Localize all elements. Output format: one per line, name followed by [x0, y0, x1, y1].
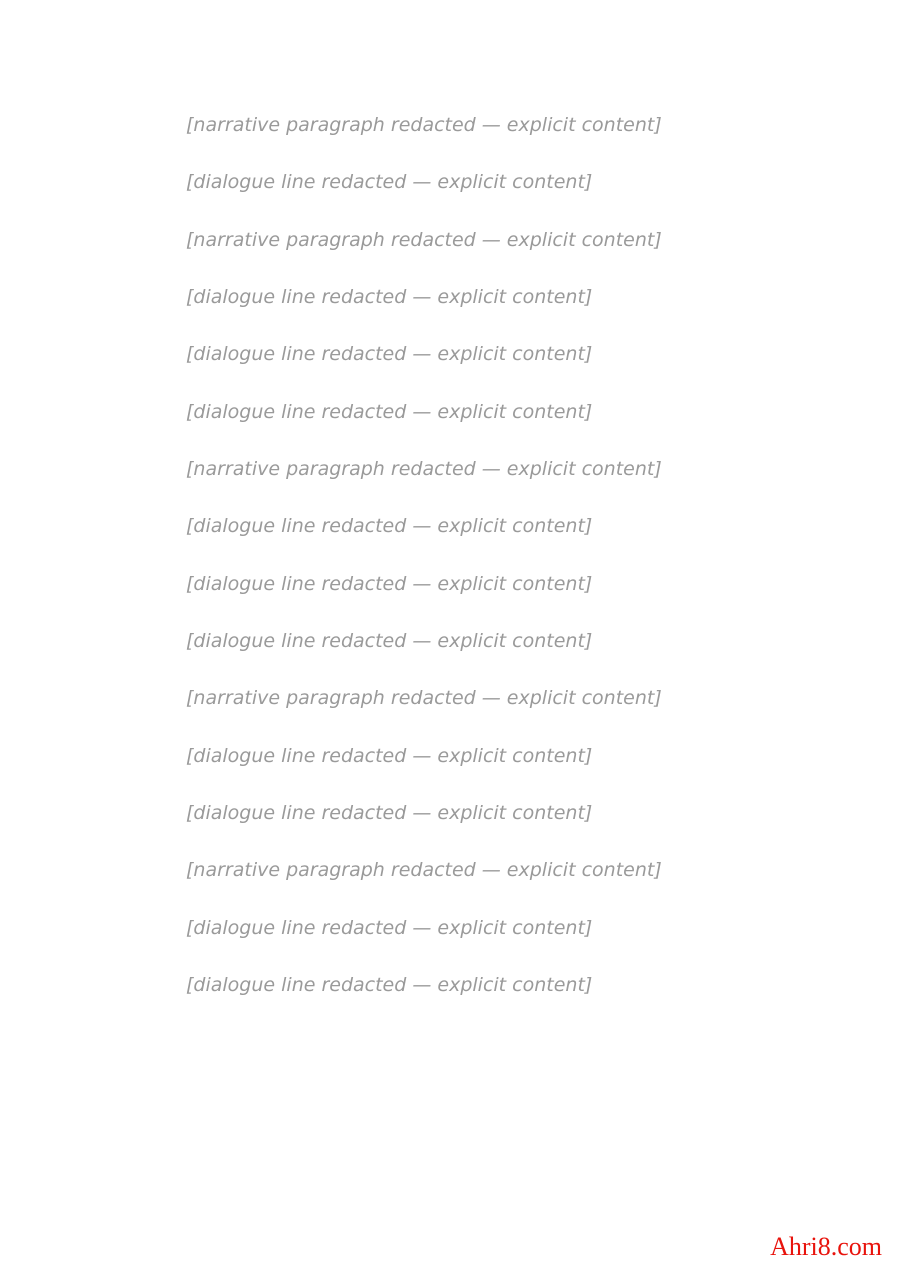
dialogue-paragraph: [dialogue line redacted — explicit content]	[186, 400, 593, 423]
narration-paragraph: [narrative paragraph redacted — explicit content]	[186, 458, 662, 481]
dialogue-paragraph: [dialogue line redacted — explicit content]	[186, 802, 593, 825]
dialogue-paragraph: [dialogue line redacted — explicit content]	[186, 572, 593, 595]
site-watermark: Ahri8.com	[770, 1232, 882, 1261]
narration-paragraph: [narrative paragraph redacted — explicit content]	[186, 859, 662, 882]
dialogue-paragraph: [dialogue line redacted — explicit content]	[186, 974, 593, 997]
dialogue-paragraph: [dialogue line redacted — explicit content]	[186, 343, 593, 366]
narration-paragraph: [narrative paragraph redacted — explicit content]	[186, 687, 662, 710]
dialogue-paragraph: [dialogue line redacted — explicit content]	[186, 630, 593, 653]
dialogue-paragraph: [dialogue line redacted — explicit content]	[186, 171, 593, 194]
dialogue-paragraph: [dialogue line redacted — explicit content]	[186, 286, 593, 309]
dialogue-paragraph: [dialogue line redacted — explicit content]	[186, 744, 593, 767]
narration-paragraph: [narrative paragraph redacted — explicit content]	[186, 114, 662, 136]
text-body	[148, 110, 760, 1028]
narration-paragraph: [narrative paragraph redacted — explicit content]	[186, 228, 662, 251]
dialogue-paragraph: [dialogue line redacted — explicit content]	[186, 515, 593, 538]
dialogue-paragraph: [dialogue line redacted — explicit content]	[186, 916, 593, 939]
